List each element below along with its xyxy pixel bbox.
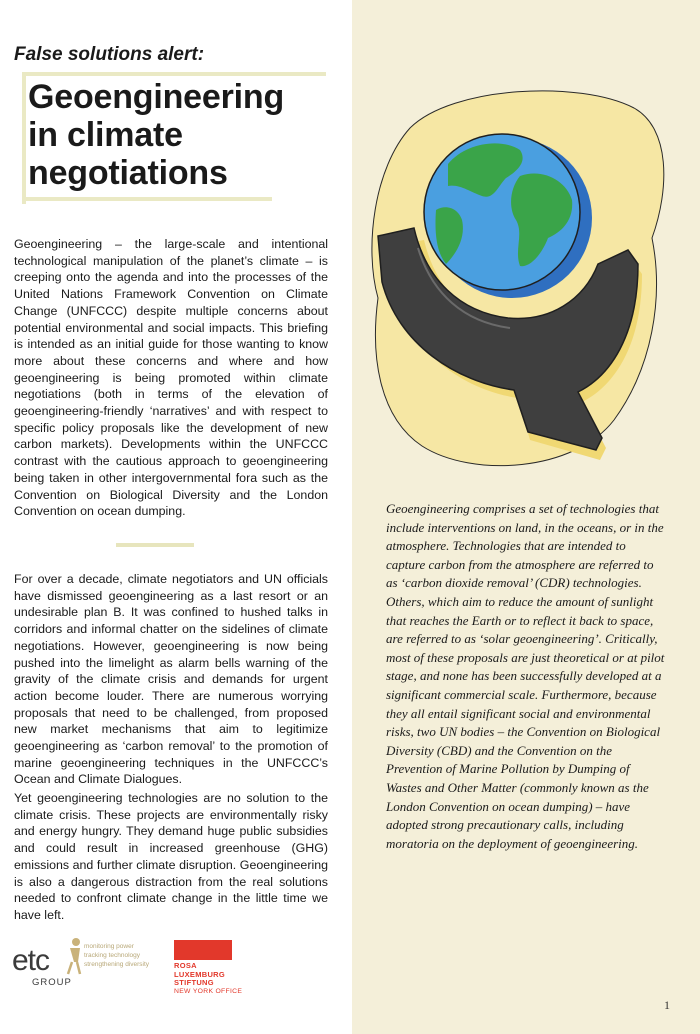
page-title: [28, 78, 338, 192]
kicker-heading: False solutions alert:: [14, 44, 205, 65]
rls-line: LUXEMBURG: [174, 969, 226, 979]
etc-tagline: [84, 942, 149, 969]
etc-tagline-line: monitoring power: [84, 943, 134, 950]
section-divider: [116, 543, 194, 547]
etc-group-logo: etc: [12, 944, 50, 977]
hand-holding-globe-icon: [352, 68, 700, 508]
title-underline: [22, 197, 272, 201]
rls-logo-block: [174, 940, 232, 960]
footer-logos: [10, 934, 250, 994]
etc-group-subtitle: GROUP: [32, 977, 72, 988]
rls-line: ROSA: [174, 961, 197, 970]
rls-office: NEW YORK OFFICE: [174, 987, 243, 995]
rls-line: STIFTUNG: [174, 978, 214, 987]
etc-figure-icon: [62, 936, 84, 976]
intro-paragraph: Geoengineering – the large-scale and intentional technological manipulation of the planet’s climate – is creeping onto the agenda and into the processes of the United Nations Framework Convention on Climate Change (UNFCCC) despite multiple concerns about potential environmental and social impacts. This briefing is intended as an initial guide for those wanting to know more about these concerns and where and how geoengineering is being promoted within climate negotiations (both in terms of the elevation of geoengineering-friendly ‘narratives’ and with respect to specific policy proposals like the development of new carbon markets). Developments within the UNFCCC contrast with the cautious approach to geoengineering being taken in other intergovernmental fora such as the Convention on Biological Diversity and the London Convention on ocean dumping.: [14, 237, 328, 519]
rls-logo-text: [174, 962, 242, 996]
page-number: 1: [664, 998, 670, 1012]
title-line-3: negotiations: [28, 154, 228, 192]
etc-tagline-line: strengthening diversity: [84, 961, 150, 968]
body-paragraph-3: Yet geoengineering technologies are no solution to the climate crisis. These projects are environmentally risky and energy hungry. They demand huge public subsidies and could result in increased greenhouse (GHG) emissions and further climate disruption. Geoengineering is also a dangerous distraction from the real solutions needed to confront climate change in the little time we have left.: [14, 791, 328, 922]
body-paragraph-2: For over a decade, climate negotiators and UN officials have dismissed geoengineering as a last resort or an undesirable plan B. It was confined to hushed talks in corridors and informal chatter on the sidelines of climate negotiations. However, geoengineering is now being pushed into the limelight as alarm bells warning of the gravity of the climate crisis and demands for urgent action become louder. There are numerous worrying proposals that need to be challenged, from proposed new market mechanisms that aim to legitimize geoengineering as ‘carbon removal’ to the promotion of marine geoengineering techniques in the UNFCCC’s Ocean and Climate Dialogues.: [14, 572, 328, 787]
title-line-2: in climate: [28, 116, 183, 154]
sidebar-quote: Geoengineering comprises a set of technologies that include interventions on land, in the oceans, or in the atmosphere. Technologies that are intended to capture carbon from the atmosphere are referred to as ‘carbon dioxide removal’ (CDR) technologies. Others, which aim to reduce the amount of sunlight that reaches the Earth or to reflect it back to space, are referred to as ‘solar geoengineering’. Critically, most of these proposals are just theoretical or at pilot stage, and none has been successfully developed at a significant commercial scale. Furthermore, because they all entail significant social and environmental risks, two UN bodies – the Convention on Biological Diversity (CBD) and the Convention on the Prevention of Marine Pollution by Dumping of Wastes and Other Matter (commonly known as the London Convention on ocean dumping) – have adopted strong precautionary calls, including moratoria on the deployment of geoengineering.: [386, 501, 665, 851]
etc-tagline-line: tracking technology: [84, 952, 141, 959]
title-line-1: Geoengineering: [28, 78, 285, 116]
